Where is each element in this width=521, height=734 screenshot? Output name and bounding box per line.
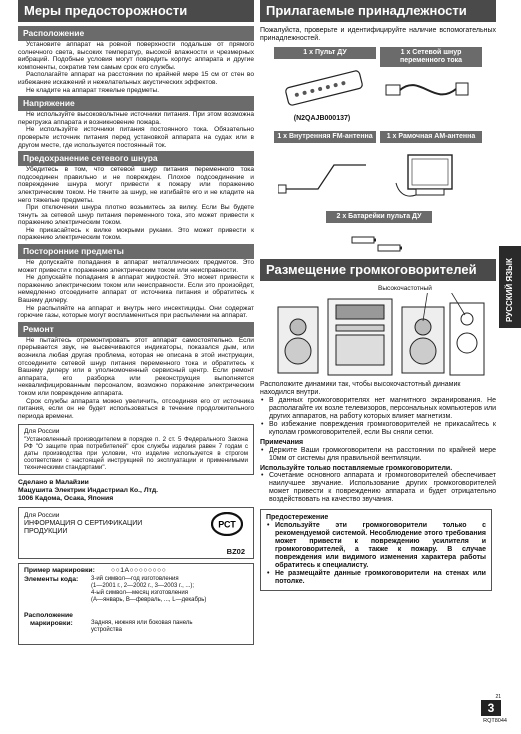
speaker-intro: Расположите динамики так, чтобы высокочастотный динамик находился внутри. xyxy=(260,381,461,396)
speaker-bullet-1: • В данных громкоговорителях нет магнитного экранирования. Не располагайте их возле телевизоров, персональных компьютеров или других аппаратов, на работу которых влияет магнетизм. xyxy=(260,397,496,421)
manufacturer-address: 1006 Кадома, Осака, Япония xyxy=(18,494,114,502)
battery-icon xyxy=(350,235,404,253)
marking-box xyxy=(18,563,254,645)
accessories-intro: Пожалуйста, проверьте и идентифицируйте наличие вспомогательных принадлежностей. xyxy=(260,27,496,42)
voltage-p1: Не используйте высоковольтные источники питания. При этом возможна перегрузка аппарата и возникновение пожара. xyxy=(18,111,254,126)
speaker-placement-title: Размещение громкоговорителей xyxy=(260,259,496,281)
speaker-bullet-2: • Во избежание повреждения громкоговорителей не прикасайтесь к куполам громкоговорителей, если Вы сняли сетки. xyxy=(260,421,496,437)
russia-box-head: Для России xyxy=(24,428,60,436)
cord-p3: Не прикасайтесь к вилке мокрыми руками. Это может привести к поражению электрическим током. xyxy=(18,226,254,242)
speaker-system-illustration xyxy=(268,293,488,379)
use-only-bullet: • Сочетание основного аппарата и громкоговорителей обеспечивает наилучшее звучание. Использование других громкоговорителей может привести к повреждению аппарата и будет отрицательно воздействовать на качество звучания. xyxy=(260,472,496,504)
left-column xyxy=(18,0,254,645)
marking-location-l2: маркировки: xyxy=(30,619,73,627)
code-elements-v1: 3-ий символ—год изготовления xyxy=(91,575,179,582)
cert-head: Для России xyxy=(24,511,60,519)
made-in: Сделано в Малайзии xyxy=(18,478,89,486)
cord-p1: Убедитесь в том, что сетевой шнур питания переменного тока подсоединен правильно и не поврежден. Плохое подсоединение и повреждение шнура могут привести к пожару или поражению электрическим током. Не тяните за шнур, не изгибайте его и не кладите на него тяжелые предметы. xyxy=(18,166,254,204)
power-cord-icon xyxy=(384,71,474,111)
voltage-heading: Напряжение xyxy=(18,96,254,111)
caution-bullet-2: • Не размещайте данные громкоговорители на стенах или потолке. xyxy=(266,570,486,586)
repair-p2: Срок службы аппарата можно увеличить, отсоединяя его от источника питания, если он не будет использоваться в течение продолжительного периода времени. xyxy=(18,397,254,420)
code-elements-v4: (A—январь, B—февраль, ..., L—декабрь) xyxy=(91,596,207,603)
notes-bullet: • Держите Ваши громкоговорители на расстоянии по крайней мере 10мм от системы для правильной вентиляции. xyxy=(260,447,496,463)
tweeter-label: Высокочастотный xyxy=(378,285,432,292)
repair-p1: Не пытайтесь отремонтировать этот аппарат самостоятельно. Если прерывается звук, не высвечиваются индикаторы, показался дым, или возникла любая другая проблема, которая не описана в этой инструкции, отсоедините сетевой шнур питания переменного тока и обратитесь к Вашему дилеру или в уполномоченный сервисный центр. Если ремонт аппарата, его разборка или реконструкция выполняется неквалифицированным персоналом, возможно поражение электрическим током или повреждение аппарата. xyxy=(18,336,254,397)
code-elements-values xyxy=(91,576,206,604)
manufacturer-block xyxy=(18,479,254,503)
pct-logo-text: РСТ xyxy=(218,519,236,530)
cord-heading: Предохранение сетевого шнура xyxy=(18,151,254,166)
manufacturer-name: Мацушита Электрик Индастриал Ко., Лтд. xyxy=(18,486,159,494)
acc-fm-label: 1 x Внутренняя FM-антенна xyxy=(274,131,376,143)
language-tab xyxy=(499,246,521,328)
marking-example-value: ○○1A○○○○○○○○ xyxy=(111,566,167,574)
code-elements-label: Элементы кода: xyxy=(24,575,79,583)
placement-p1: Установите аппарат на ровной поверхности подальше от прямого солнечного света, высоких температур, высокой влажности и чрезмерных вибраций. Подобные условия могут повредить корпус аппарата и другие компоненты, сократив тем самым срок его службы. xyxy=(18,41,254,71)
foreign-p2: Не допускайте попадания в аппарат жидкостей. Это может привести к поражению электрическим током или неисправности. Если это произойдет, немедленно отсоедините аппарат от источника питания и обратитесь к Вашему дилеру. xyxy=(18,274,254,305)
accessories-title: Прилагаемые принадлежности xyxy=(260,0,496,22)
fm-antenna-icon xyxy=(278,155,370,199)
language-tab-label: РУССКИЙ ЯЗЫК xyxy=(505,258,514,322)
right-column xyxy=(260,0,496,591)
document-code: RQT8044 xyxy=(483,718,507,724)
pct-logo xyxy=(211,512,243,536)
acc-remote-label: 1 x Пульт ДУ xyxy=(274,47,376,59)
use-only-heading: Используйте только поставляемые громкоговорители. xyxy=(260,464,453,472)
page-number: 3 xyxy=(481,700,501,716)
cert-line2: ПРОДУКЦИИ xyxy=(24,528,68,536)
cert-line1: ИНФОРМАЦИЯ О СЕРТИФИКАЦИИ xyxy=(24,519,143,527)
am-antenna-icon xyxy=(394,151,464,203)
cert-code: BZ02 xyxy=(226,546,245,556)
certification-box xyxy=(18,507,254,559)
russia-box-text: "Установленный производителем в порядке п. 2 ст. 5 Федерального Закона РФ "О защите прав потребителей" срок службы изделия равен 7 годам с даты производства при условии, что изделие используется в строгом соответствии с настоящей инструкцией по эксплуатации и применимыми техническими стандартами". xyxy=(24,435,248,471)
marking-example-label: Пример маркировки: xyxy=(24,566,95,574)
caution-heading: Предостережение xyxy=(266,514,329,522)
foreign-heading: Посторонние предметы xyxy=(18,244,254,259)
placement-p2: Располагайте аппарат на расстоянии по крайней мере 15 см от стен во избежание искажений и нежелательных акустических эффектов. xyxy=(18,71,254,86)
voltage-p2: Не используйте источники питания постоянного тока. Обязательно проверьте источник питания перед установкой аппарата на судах или в другом месте, где используется постоянный ток. xyxy=(18,126,254,149)
acc-battery-label: 2 x Батарейки пульта ДУ xyxy=(326,211,432,223)
marking-location-l1: Расположение xyxy=(24,611,73,619)
caution-bullet-1: • Используйте эти громкоговорители только с рекомендуемой системой. Несоблюдение этого требования может привести к повреждению усилителя и громкоговорителей, а также к пожару. В случае повреждения или видимого изменения характера работы обратитесь к специалисту. xyxy=(266,522,486,570)
code-elements-v3: 4-ый символ—месяц изготовления xyxy=(91,589,188,596)
acc-am-label: 1 x Рамочная AM-антенна xyxy=(380,131,482,143)
placement-heading: Расположение xyxy=(18,26,254,41)
code-elements-v2: (1—2001 г., 2—2002 г., 3—2003 г., ...); xyxy=(91,582,195,589)
marking-location-v1: Задняя, нижняя или боковая панель xyxy=(91,619,193,626)
marking-location-values xyxy=(91,620,192,634)
marking-location-label xyxy=(24,612,73,628)
russia-lifetime-box xyxy=(18,424,254,475)
caution-box xyxy=(260,509,492,591)
footer-small-number: 21 xyxy=(495,694,501,700)
repair-heading: Ремонт xyxy=(18,322,254,337)
acc-cord-label: 1 x Сетевой шнур переменного тока xyxy=(380,47,482,67)
marking-location-v2: устройства xyxy=(91,626,122,633)
accessories-grid xyxy=(260,47,496,257)
remote-control-icon xyxy=(282,69,366,109)
notes-heading: Примечания xyxy=(260,439,304,446)
remote-model-code: (N2QAJB000137) xyxy=(293,115,351,122)
placement-p3: Не кладите на аппарат тяжелые предметы. xyxy=(26,86,160,94)
foreign-p1: Не допускайте попадания в аппарат металлических предметов. Это может привести к поражению электрическим током или неисправности. xyxy=(18,259,254,274)
cord-p2: При отключении шнура плотно возьмитесь за вилку. Если Вы будете тянуть за сетевой шнур питания переменного тока, это может привести к поражению электрическим током. xyxy=(18,204,254,227)
speaker-figure xyxy=(260,281,496,381)
foreign-p3: Не распыляйте на аппарат и внутрь него инсектициды. Они содержат горючие газы, которые могут воспламениться при распылении на аппарат. xyxy=(18,304,254,320)
precautions-title: Меры предосторожности xyxy=(18,0,254,22)
